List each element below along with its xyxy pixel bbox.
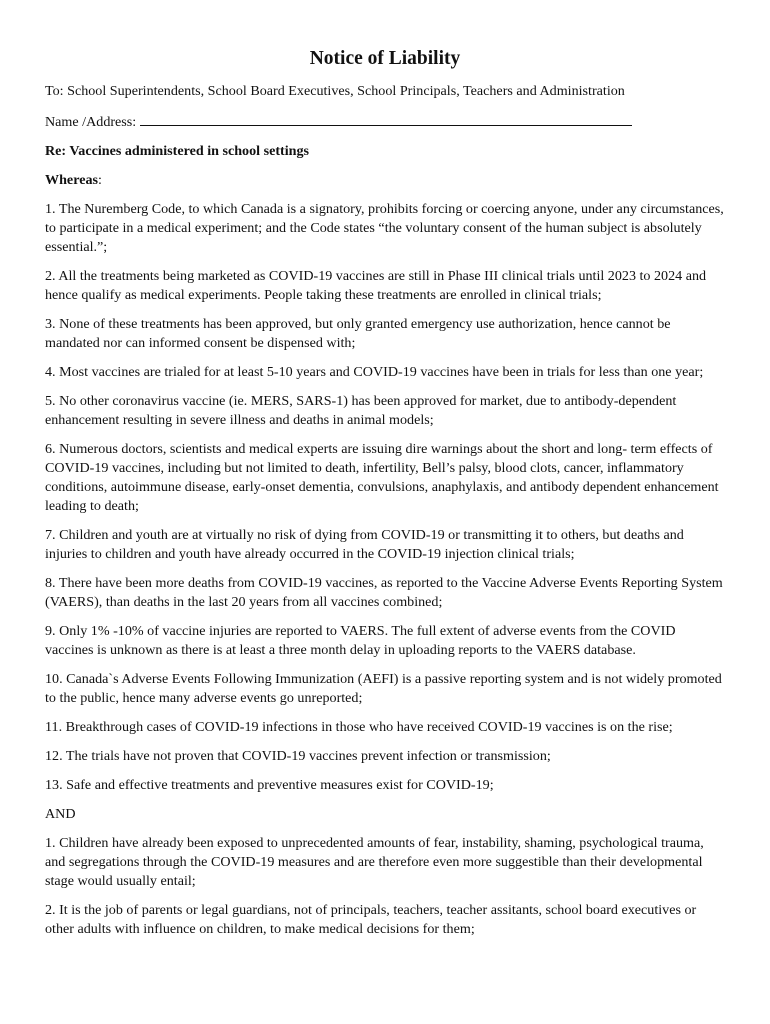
whereas-item: 2. All the treatments being marketed as COVID-19 vaccines are still in Phase III clinical trials until 2023 to 2024 and hence qualify as medical experiments. People taking these treatments are enrolled in clinical trials; [45,268,707,303]
and-item: 1. Children have already been exposed to unprecedented amounts of fear, instability, shaming, psychological trauma, and segregations through the COVID-19 measures and are therefore even more suggestible than their developmental stage would usually entail; [45,835,704,889]
re-line: Re: Vaccines administered in school settings [45,143,310,159]
and-item: 2. It is the job of parents or legal guardians, not of principals, teachers, teacher assitants, school board executives or other adults with influence on children, to make medical decisions for them; [45,902,697,937]
whereas-item: 1. The Nuremberg Code, to which Canada is a signatory, prohibits forcing or coercing anyone, under any circumstances, to participate in a medical experiment; and the Code states “the voluntary consent of the human subject is absolutely essential.”; [45,201,724,255]
and-label: AND [45,806,76,822]
whereas-item: 13. Safe and effective treatments and preventive measures exist for COVID-19; [45,777,494,793]
whereas-item: 10. Canada`s Adverse Events Following Immunization (AEFI) is a passive reporting system and is not widely promoted to the public, hence many adverse events go unreported; [45,671,722,706]
name-address-field[interactable] [140,111,632,126]
name-address-line [45,111,725,132]
whereas-item: 9. Only 1% -10% of vaccine injuries are reported to VAERS. The full extent of adverse events from the COVID vaccines is unknown as there is at least a three month delay in uploading reports to the VAERS database. [45,623,676,658]
page-title: Notice of Liability [309,48,461,69]
whereas-heading [45,171,725,190]
whereas-item: 6. Numerous doctors, scientists and medical experts are issuing dire warnings about the short and long- term effects of COVID-19 vaccines, including but not limited to death, infertility, Bell’s palsy, blood clots, cancer, inflammatory conditions, autoimmune disease, early-onset dementia, convulsions, anaphylaxis, and antibody dependent enhancement leading to death; [45,441,719,514]
whereas-item: 3. None of these treatments has been approved, but only granted emergency use authorization, hence cannot be mandated nor can informed consent be dispensed with; [45,316,671,351]
whereas-item: 5. No other coronavirus vaccine (ie. MERS, SARS-1) has been approved for market, due to antibody-dependent enhancement resulting in severe illness and deaths in animal models; [45,393,677,428]
name-address-label: Name /Address: [45,114,137,130]
whereas-item: 11. Breakthrough cases of COVID-19 infections in those who have received COVID-19 vaccines is on the rise; [45,719,673,735]
whereas-item: 8. There have been more deaths from COVID-19 vaccines, as reported to the Vaccine Adverse Events Reporting System (VAERS), than deaths in the last 20 years from all vaccines combined; [45,575,723,610]
whereas-label: Whereas [45,172,98,188]
to-line: To: School Superintendents, School Board Executives, School Principals, Teachers and Administration [45,83,625,99]
document-body [45,82,725,949]
whereas-item: 7. Children and youth are at virtually no risk of dying from COVID-19 or transmitting it to others, but deaths and injuries to children and youth have already occurred in the COVID-19 injection clinical trials; [45,527,684,562]
whereas-item: 12. The trials have not proven that COVID-19 vaccines prevent infection or transmission; [45,748,551,764]
whereas-colon: : [97,172,102,188]
whereas-item: 4. Most vaccines are trialed for at least 5-10 years and COVID-19 vaccines have been in trials for less than one year; [45,364,704,380]
